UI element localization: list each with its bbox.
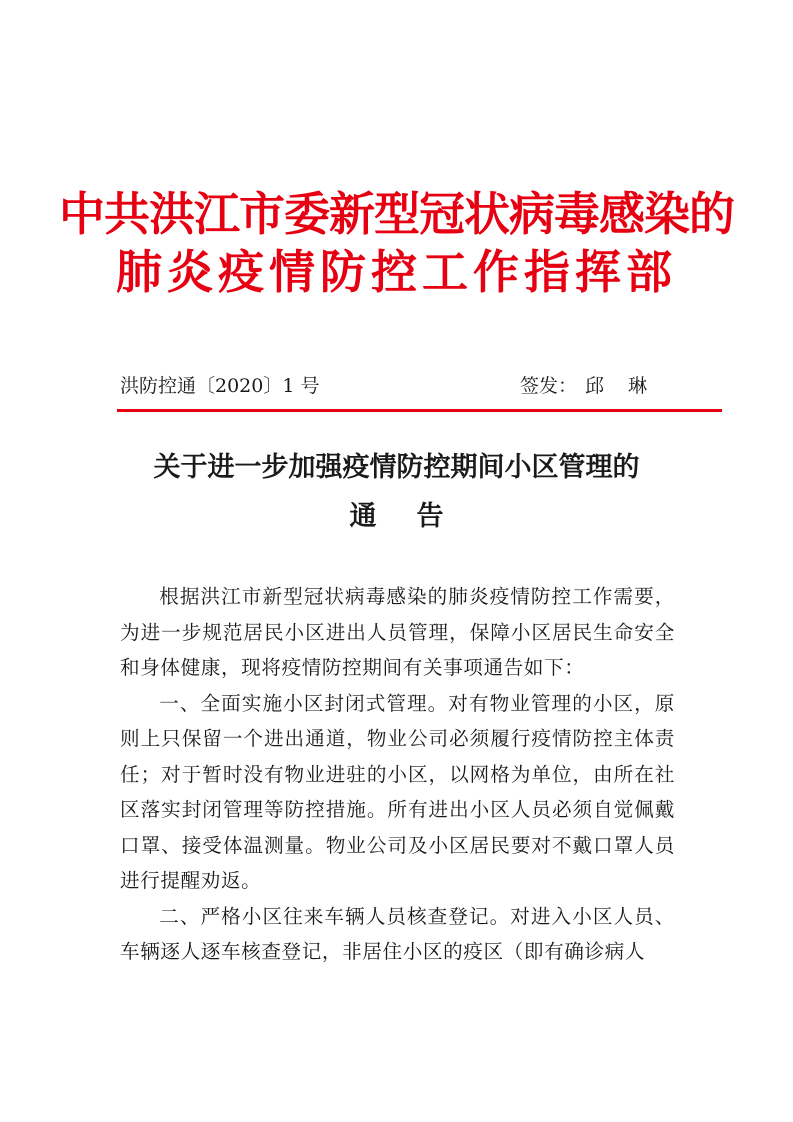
issuer-header-line-1: 中共洪江市委新型冠状病毒感染的 [59, 187, 734, 241]
signer-label: 签发： [519, 375, 577, 397]
notice-body [120, 579, 675, 970]
signer-block [520, 372, 671, 400]
signer-name: 邱琳 [584, 375, 671, 397]
body-paragraph-intro: 根据洪江市新型冠状病毒感染的肺炎疫情防控工作需要，为进一步规范居民小区进出人员管理，保障小区居民生命安全和身体健康，现将疫情防控期间有关事项通告如下： [120, 585, 675, 679]
notice-title-line-1: 关于进一步加强疫情防控期间小区管理的 [153, 452, 640, 483]
document-number: 洪防控通〔2020〕1 号 [120, 375, 320, 397]
body-paragraph-2: 二、严格小区往来车辆人员核查登记。对进入小区人员、车辆逐人逐车核查登记，非居住小区的疫区（即有确诊病人 [120, 904, 675, 963]
notice-title-line-2: 通告 [349, 501, 484, 532]
issuer-header-line-2: 肺炎疫情防控工作指挥部 [116, 245, 677, 299]
red-separator-line [117, 409, 722, 412]
body-paragraph-1: 一、全面实施小区封闭式管理。对有物业管理的小区，原则上只保留一个进出通道，物业公司必须履行疫情防控主体责任；对于暂时没有物业进驻的小区，以网格为单位，由所在社区落实封闭管理等防控措施。所有进出小区人员必须自觉佩戴口罩、接受体温测量。物业公司及小区居民要对不戴口罩人员进行提醒劝返。 [120, 691, 675, 892]
